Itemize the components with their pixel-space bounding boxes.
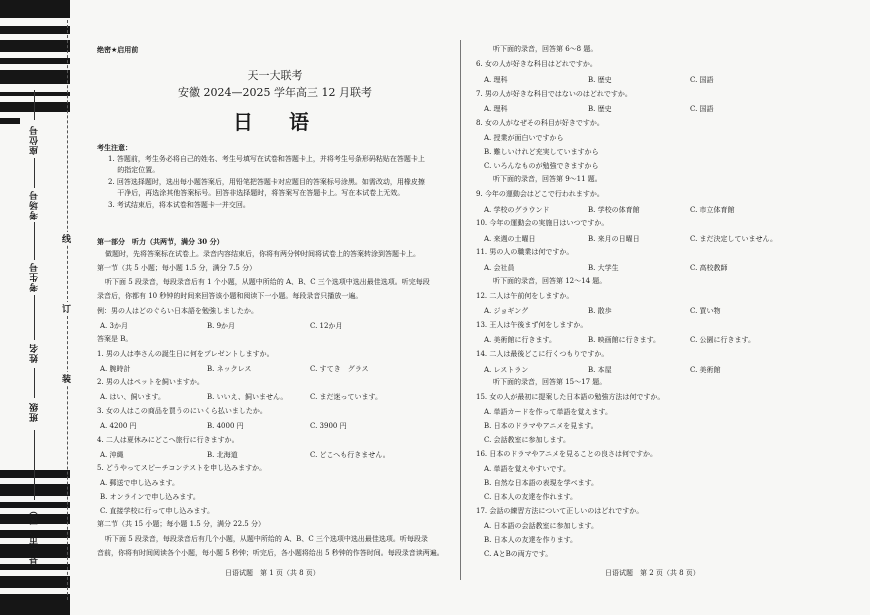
notice-item: 干净后，再选涂其他答案标号。回答非选择题时，将答案写在答题卡上。写在本试卷上无效。 bbox=[108, 189, 405, 197]
subject-title: 日 语 bbox=[233, 110, 317, 134]
question-14: 14. 二人は最後どこに行くつもりですか。 bbox=[476, 350, 609, 358]
option: B. 難しいけれど充実していますから bbox=[484, 148, 599, 156]
listen-instruction: 听下面的录音，回答第 15～17 题。 bbox=[493, 378, 607, 386]
notice-item: 的指定位置。 bbox=[108, 166, 160, 174]
option: A. 来週の土曜日 bbox=[484, 235, 536, 243]
listen-instruction: 听下面的录音，回答第 9～11 题。 bbox=[493, 175, 602, 183]
sec2-intro: 音前，你将有时间阅读各个小题，每小题 5 秒钟；听完后，各小题将给出 5 秒钟的作答时间。每段录音读两遍。 bbox=[97, 549, 444, 557]
exam-id-label: 考生号 bbox=[30, 262, 40, 292]
option: B. 学校の体育館 bbox=[588, 206, 640, 214]
option: A. 単語を覚えやすいです。 bbox=[484, 465, 570, 473]
option: B. 自然な日本語の表現を学べます。 bbox=[484, 479, 599, 487]
notice-item: 2. 回答选择题时，选出每小题答案后，用铅笔把答题卡对应题目的答案标号涂黑。如需改动，用橡皮擦 bbox=[108, 178, 425, 186]
option: A. レストラン bbox=[484, 366, 529, 374]
option: A. 腕時計 bbox=[100, 365, 131, 373]
question-2: 2. 男の人はペットを飼いますか。 bbox=[97, 378, 204, 386]
question-3: 3. 女の人はこの商品を買うのにいくら払いましたか。 bbox=[97, 407, 267, 415]
question-8: 8. 女の人がなぜその科目が好きですか。 bbox=[476, 119, 604, 127]
footer-right: 日语试题 第 2 页（共 8 页） bbox=[605, 569, 700, 577]
question-1: 1. 男の人は李さんの誕生日に何をプレゼントしますか。 bbox=[97, 350, 274, 358]
option: B. オンラインで申し込みます。 bbox=[100, 493, 200, 501]
sec1-intro: 录音后，你都有 10 秒钟的时间来回答该小题和阅读下一小题。每段录音只播放一遍。 bbox=[97, 292, 363, 300]
question-16: 16. 日本のドラマやアニメを見ることの良さは何ですか。 bbox=[476, 450, 658, 458]
option: A. 日本語の会話教室に参加します。 bbox=[484, 522, 598, 530]
example-question: 例：男の人はどのぐらい日本語を勉強しましたか。 bbox=[97, 307, 258, 315]
sec1-title: 第一节（共 5 小题；每小题 1.5 分，满分 7.5 分） bbox=[97, 264, 257, 272]
question-10: 10. 今年の運動会の実施日はいつですか。 bbox=[476, 219, 609, 227]
option: A. 学校のグラウンド bbox=[484, 206, 550, 214]
question-5: 5. どうやってスピーチコンテストを申し込みますか。 bbox=[97, 464, 267, 472]
option: A. 単語カードを作って単語を覚えます。 bbox=[484, 408, 612, 416]
page-divider bbox=[460, 40, 461, 580]
example-option: B. 9か月 bbox=[207, 322, 236, 330]
notice-item: 3. 考试结束后，将本试卷和答题卡一并交回。 bbox=[108, 201, 250, 209]
question-15: 15. 女の人が最初に提案した日本語の勉強方法は何ですか。 bbox=[476, 393, 665, 401]
option: C. すてき グラス bbox=[310, 365, 369, 373]
option: A. 郵送で申し込みます。 bbox=[100, 479, 179, 487]
option: B. 歴史 bbox=[588, 76, 612, 84]
option: C. 公園に行きます。 bbox=[690, 336, 755, 344]
sec2-intro: 听下面 5 段录音，每段录音后有几个小题，从题中所给的 A、B、C 三个选项中选出最佳选项。听每段录 bbox=[105, 535, 428, 543]
option: B. 本屋 bbox=[588, 366, 612, 374]
option: C. 日本人の友達を作れます。 bbox=[484, 493, 577, 501]
option: B. 大学生 bbox=[588, 264, 619, 272]
option: A. 授業が面白いですから bbox=[484, 134, 564, 142]
cut-char-line: 线 bbox=[62, 232, 71, 245]
option: C. まだ決定していません。 bbox=[690, 235, 777, 243]
option: C. 国語 bbox=[690, 76, 714, 84]
option: B. 歴史 bbox=[588, 105, 612, 113]
option: C. 市立体育館 bbox=[690, 206, 735, 214]
question-13: 13. 王人は午後まず何をしますか。 bbox=[476, 321, 588, 329]
question-4: 4. 二人は夏休みにどこへ旅行に行きますか。 bbox=[97, 436, 239, 444]
option: B. 日本のドラマやアニメを見ます。 bbox=[484, 422, 598, 430]
option: B. ネックレス bbox=[207, 365, 252, 373]
option: A. 沖縄 bbox=[100, 451, 124, 459]
question-9: 9. 今年の運動会はどこで行われますか。 bbox=[476, 190, 604, 198]
county-label: 县（市、区） bbox=[30, 505, 40, 565]
option: B. 散歩 bbox=[588, 307, 612, 315]
option: C. まだ迷っています。 bbox=[310, 393, 382, 401]
class-label: 班级 bbox=[30, 402, 40, 422]
exam-title: 安徽 2024—2025 学年高三 12 月联考 bbox=[178, 86, 372, 99]
question-11: 11. 男の人の職業は何ですか。 bbox=[476, 248, 574, 256]
cut-char-bind: 订 bbox=[62, 302, 71, 315]
option: C. 美術館 bbox=[690, 366, 721, 374]
option: C. 直接学校に行って申し込みます。 bbox=[100, 507, 214, 515]
option: B. 映画館に行きます。 bbox=[588, 336, 661, 344]
example-option: A. 3か月 bbox=[100, 322, 128, 330]
option: B. いいえ、飼いません。 bbox=[207, 393, 288, 401]
option: B. 日本人の友達を作ります。 bbox=[484, 536, 578, 544]
option: C. 買い物 bbox=[690, 307, 721, 315]
option: B. 4000 円 bbox=[207, 422, 244, 430]
option: A. 理科 bbox=[484, 105, 508, 113]
example-option: C. 12か月 bbox=[310, 322, 343, 330]
part1-title: 第一部分 听力（共两节，满分 30 分） bbox=[97, 237, 224, 246]
option: C. 国語 bbox=[690, 105, 714, 113]
seat-label: 座位号 bbox=[30, 125, 40, 155]
listen-instruction: 听下面的录音，回答第 6～8 题。 bbox=[493, 45, 598, 53]
option: A. 会社員 bbox=[484, 264, 515, 272]
option: C. 会話教室に参加します。 bbox=[484, 436, 570, 444]
sec1-intro: 听下面 5 段录音，每段录音后有 1 个小题，从题中所给的 A、B、C 三个选项中选出最佳选项。听完每段 bbox=[105, 278, 430, 286]
option: C. 高校教師 bbox=[690, 264, 728, 272]
option: B. 来月の日曜日 bbox=[588, 235, 640, 243]
example-answer: 答案是 B。 bbox=[97, 335, 133, 343]
question-12: 12. 二人は午前何をしますか。 bbox=[476, 292, 574, 300]
option: B. 北海道 bbox=[207, 451, 238, 459]
exam-org: 天一大联考 bbox=[247, 69, 303, 82]
question-6: 6. 女の人が好きな科目はどれですか。 bbox=[476, 60, 597, 68]
listen-instruction: 听下面的录音，回答第 12～14 题。 bbox=[493, 277, 607, 285]
question-7: 7. 男の人が好きな科目ではないのはどれですか。 bbox=[476, 90, 632, 98]
option: A. ジョギング bbox=[484, 307, 529, 315]
notice-item: 1. 答题前，考生务必将自己的姓名、考生号填写在试卷和答题卡上，并将考生号条形码粘贴在答题卡上 bbox=[108, 155, 425, 163]
footer-left: 日语试题 第 1 页（共 8 页） bbox=[225, 569, 320, 577]
sec2-title: 第二节（共 15 小题；每小题 1.5 分，满分 22.5 分） bbox=[97, 520, 265, 528]
question-17: 17. 会話の練習方法について正しいのはどれですか。 bbox=[476, 507, 644, 515]
part1-intro: 做题时，先将答案标在试卷上。录音内容结束后，你将有两分钟时间将试卷上的答案转涂到答题卡上。 bbox=[105, 250, 420, 258]
exam-no-label: 考场号 bbox=[30, 190, 40, 220]
cut-char-seal: 装 bbox=[62, 372, 71, 385]
student-info-binding bbox=[0, 0, 86, 615]
option: C. いろんなものが勉強できますから bbox=[484, 162, 599, 170]
option: A. はい、飼います。 bbox=[100, 393, 165, 401]
notice-title: 考生注意： bbox=[97, 143, 132, 152]
option: A. 4200 円 bbox=[100, 422, 137, 430]
option: A. 美術館に行きます。 bbox=[484, 336, 556, 344]
option: A. 理科 bbox=[484, 76, 508, 84]
secret-mark: 绝密★启用前 bbox=[97, 46, 139, 54]
option: C. AとBの両方です。 bbox=[484, 550, 553, 558]
name-label: 姓名 bbox=[30, 343, 40, 363]
option: C. どこへも行きません。 bbox=[310, 451, 390, 459]
option: C. 3900 円 bbox=[310, 422, 347, 430]
